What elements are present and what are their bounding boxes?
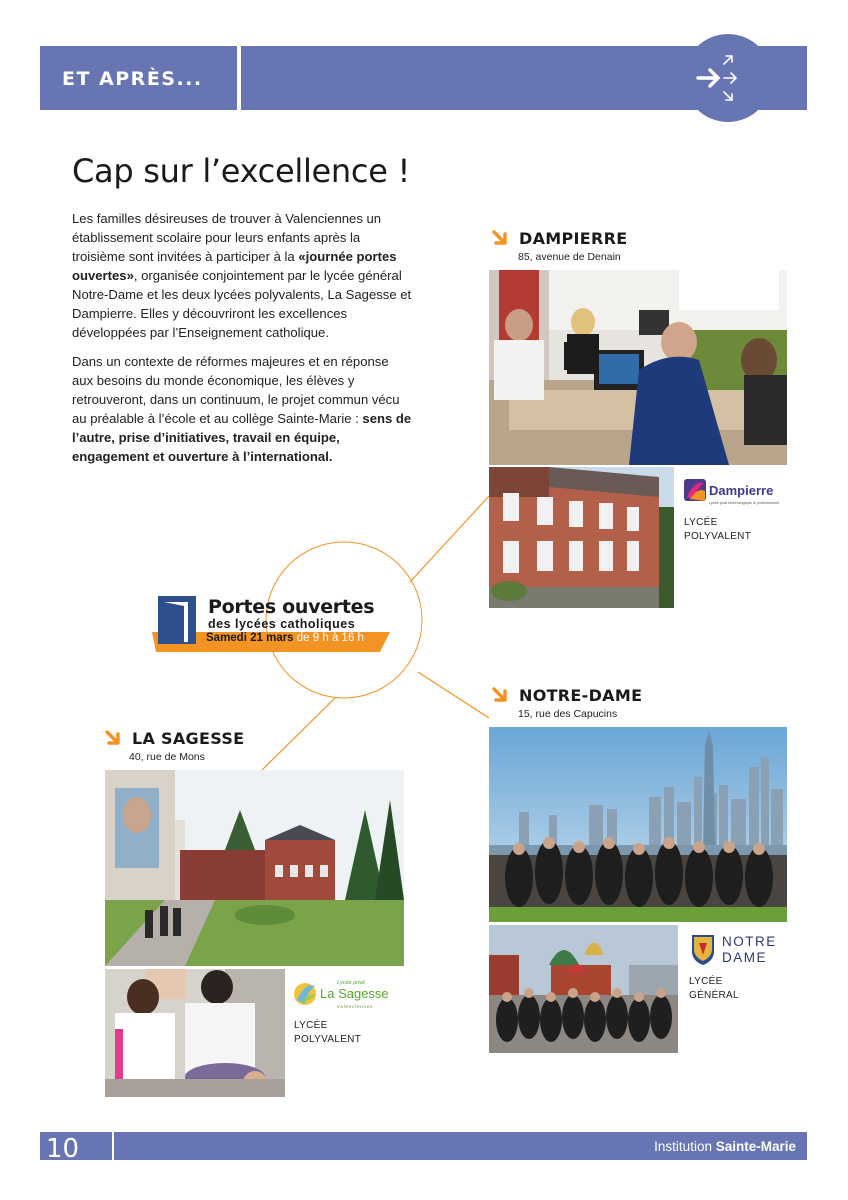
photo-notre-dame-new-york: [489, 727, 787, 922]
intro-paragraph-2: Dans un contexte de réformes majeures et en réponse aux besoins du monde économique, les élèves y retrouveront, dans un continuum, le projet commun vécu au préalable à l’école et au collège Sainte-Marie : sens de l’autre, prise d’initiatives, travail en équipe, engagement et ouverture à l’international.: [72, 354, 412, 464]
school-address: 85, avenue de Denain: [518, 251, 621, 263]
logo-dampierre-text: Dampierre: [709, 483, 774, 498]
school-type-la-sagesse: LYCÉE POLYVALENT: [294, 1020, 362, 1045]
logo-notre-dame: [690, 933, 790, 967]
logo-la-sagesse-bottom: Valenciennes: [336, 1004, 374, 1009]
logo-dampierre: [684, 477, 788, 507]
school-address: 40, rue de Mons: [129, 751, 205, 763]
section-title: ET APRÈS...: [62, 68, 203, 90]
open-day-badge: [152, 594, 392, 654]
school-name: NOTRE-DAME: [519, 686, 643, 705]
photo-dampierre-building: [489, 467, 674, 608]
intro-paragraph-1: Les familles désireuses de trouver à Valenciennes un établissement scolaire pour leurs enfants après la troisième sont invitées à participer à la «journée portes ouvertes», organisée conjointement par le lycée général Notre-Dame et les deux lycées polyvalents, La Sagesse et Dampierre. Elles y découvriront les excellences développées par l’Enseignement catholique.: [72, 211, 412, 340]
logo-la-sagesse-top: Lycée privé: [336, 980, 366, 986]
school-heading-la-sagesse: [104, 729, 244, 749]
arrow-down-right-icon: [104, 729, 124, 749]
school-type-dampierre: LYCÉE POLYVALENT: [684, 517, 752, 542]
arrow-down-right-icon: [491, 229, 511, 249]
school-address: 15, rue des Capucins: [518, 708, 618, 720]
arrow-down-right-icon: [491, 686, 511, 706]
school-type-notre-dame: LYCÉE GÉNÉRAL: [689, 976, 739, 1001]
photo-la-sagesse-campus: [105, 770, 404, 966]
logo-dampierre-subtitle: Lycée post technologique & professionnel: [709, 501, 780, 505]
photo-dampierre-classroom: [489, 270, 787, 465]
school-heading-dampierre: [491, 229, 627, 249]
page-number: 10: [46, 1134, 80, 1164]
open-day-subtitle: des lycées catholiques: [208, 617, 356, 631]
footer-brand: Institution Sainte-Marie: [654, 1139, 796, 1154]
logo-la-sagesse: [293, 976, 397, 1012]
school-name: DAMPIERRE: [519, 229, 628, 248]
school-heading-notre-dame: [491, 686, 642, 706]
logo-notre-dame-line2: DAME: [722, 950, 768, 965]
logo-la-sagesse-text: La Sagesse: [320, 986, 389, 1001]
school-name: LA SAGESSE: [132, 729, 245, 748]
open-day-date: Samedi 21 mars de 9 h à 16 h: [206, 632, 364, 644]
logo-notre-dame-line1: NOTRE: [722, 934, 777, 949]
photo-la-sagesse-care: [105, 969, 285, 1097]
photo-notre-dame-moscow: [489, 925, 678, 1053]
page-title: Cap sur l’excellence !: [72, 152, 410, 190]
open-day-title: Portes ouvertes: [208, 596, 375, 618]
